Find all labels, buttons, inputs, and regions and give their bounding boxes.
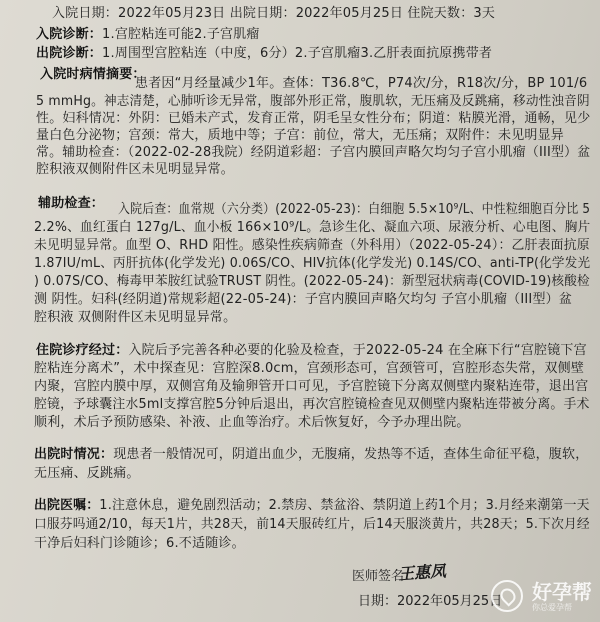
history-line: 性。妇科情况：外阴：已婚未产式，发育正常，阴毛呈女性分布；阴道：粘膜光滑，通畅，见少 (36, 111, 591, 126)
advice-line: 口服芬吗通2/10，每天1片，共28天，前14天服砖红片，后14天服淡黄片，共28天；5.下次月经 (34, 517, 590, 532)
signature-date: 日期：2022年05月25日 (358, 594, 503, 609)
aux-heading (38, 196, 104, 212)
history-line: 腔积液双侧附件区未见明显异常。 (36, 162, 235, 177)
aux-line: 腔积液 双侧附件区未见明显异常。 (34, 310, 237, 325)
brand-watermark (491, 580, 592, 612)
course-first-line (36, 343, 587, 359)
brand-slogan: 你总爱孕帮 (532, 602, 572, 612)
course-line: 内聚，宫腔内膜中厚，双侧宫角及输卵管开口可见，予宫腔镜下分离双侧壁内聚粘连带，退出宫 (34, 379, 589, 394)
course-line: 腔粘连分离术”，术中探查见：宫腔深8.0cm，宫颈形态可，宫颈管可，宫腔形态失常，双侧壁 (34, 361, 585, 376)
history-line: 5 mmHg。神志清楚，心肺听诊无异常，腹部外形正常，腹肌软，无压痛及反跳痛，移动性浊音阴 (36, 94, 590, 109)
aux-line: 未见明显异常。血型 O、RHD 阳性。感染性疾病筛查（外科用）（2022-05-24）：乙肝表面抗原 (34, 238, 590, 253)
admission-dates-line: 入院日期：2022年05月23日 出院日期：2022年05月25日 住院天数：3天 (52, 6, 496, 21)
discharge-diagnosis (36, 46, 492, 62)
advice-label: 出院医嘱： (34, 498, 100, 513)
discharge-status-label: 出院时情况： (34, 447, 114, 462)
history-heading (40, 67, 146, 83)
aux-line: 入院后查：血常规（六分类）(2022-05-23)：白细胞 5.5×10⁹/L、中性粒细胞百分比 5 (118, 202, 591, 217)
history-line: 患者因“月经量减少1年。查体：T36.8℃，P74次/分，R18次/分，BP 101/6 (135, 76, 588, 91)
aux-line: ) 0.07S/CO、梅毒甲苯胺红试验TRUST 阴性。(2022-05-24)：新型冠状病毒(COVID-19)核酸检 (34, 274, 590, 289)
aux-label: 辅助检查： (38, 196, 105, 211)
doctor-signature: 王惠凤 (397, 561, 447, 584)
aux-line: 测 阴性。妇科(经阴道)常规彩超(22-05-24)：子宫内膜回声略欠均匀 子宫小肌瘤（III型）盆 (34, 292, 573, 307)
admission-diagnosis (36, 27, 260, 43)
course-label: 住院诊疗经过： (36, 343, 129, 358)
advice-line: 1.注意休息，避免剧烈活动；2.禁房、禁盆浴、禁阴道上药1个月；3.月经来潮第一天 (99, 498, 590, 513)
course-line: 入院后予完善各种必要的化验及检查，于2022-05-24 在全麻下行“宫腔镜下宫 (128, 343, 587, 358)
discharge-status-line: 无压痛、反跳痛。 (34, 466, 140, 481)
discharge-diagnosis-label: 出院诊断： (36, 46, 103, 61)
discharge-diagnosis-text: 1.周围型宫腔粘连（中度，6分）2.子宫肌瘤3.乙肝表面抗原携带者 (102, 46, 493, 61)
admission-diagnosis-text: 1.宫腔粘连可能2.子宫肌瘤 (102, 27, 260, 42)
course-line: 腔镜，予球囊注水5ml支撑宫腔5分钟后退出，再次宫腔镜检查见双侧壁内聚粘连带被分离。手术 (34, 397, 590, 412)
doctor-signature-label: 医师签名： (352, 569, 418, 584)
course-line: 顺利，术后予预防感染、补液、止血等治疗。术后恢复好，今予办理出院。 (34, 415, 470, 430)
discharge-status-first-line (34, 447, 588, 463)
aux-line: 2.2%、血红蛋白 127g/L、血小板 166×10⁹/L。急诊生化、凝血六项、尿液分析、心电图、胸片 (34, 220, 591, 235)
advice-first-line (34, 498, 590, 514)
history-line: 量白色分泌物；宫颈：常大，质地中等；子宫：前位，常大，无压痛；双附件：未见明显异 (36, 128, 565, 143)
brand-name: 好孕帮 (532, 579, 592, 604)
brand-logo-icon (491, 580, 523, 612)
advice-line: 干净后妇科门诊随诊；6.不适随诊。 (34, 536, 245, 551)
history-label: 入院时病情摘要： (40, 67, 146, 82)
admission-diagnosis-label: 入院诊断： (36, 27, 103, 42)
discharge-status-line: 现患者一般情况可，阴道出血少，无腹痛，发热等不适，查体生命征平稳，腹软， (113, 447, 589, 462)
history-line: 常。辅助检查：（2022-02-28我院）经阴道彩超：子宫内膜回声略欠均匀子宫小肌瘤（III型）盆 (36, 145, 591, 160)
aux-line: 1.87IU/mL、丙肝抗体(化学发光) 0.06S/CO、HIV抗体(化学发光) 0.14S/CO、anti-TP(化学发光 (34, 256, 591, 271)
